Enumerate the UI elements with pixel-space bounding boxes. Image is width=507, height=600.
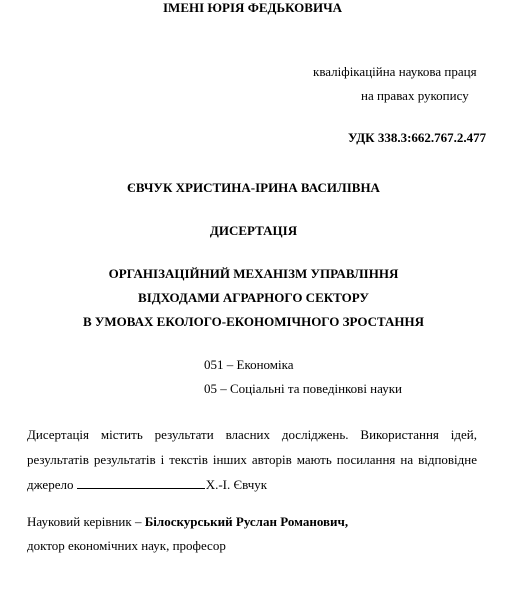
manuscript-rights: на правах рукопису <box>361 88 469 103</box>
declaration <box>27 422 477 497</box>
declaration-line-2: результатів результатів і текстів інших авторів мають посилання на відповідне <box>27 452 477 467</box>
supervisor-label: Науковий керівник – <box>27 514 145 529</box>
author-name: ЄВЧУК ХРИСТИНА-ІРИНА ВАСИЛІВНА <box>127 180 380 195</box>
declaration-line-1: Дисертація містить результати власних досліджень. Використання ідей, <box>27 427 477 442</box>
document-type: ДИСЕРТАЦІЯ <box>209 223 298 238</box>
work-type: кваліфікаційна наукова праця <box>313 64 477 79</box>
supervisor-line <box>27 514 348 530</box>
udk-code: УДК 338.3:662.767.2.477 <box>348 130 487 145</box>
supervisor-degree: доктор економічних наук, професор <box>27 538 226 553</box>
specialty: 051 – Економіка <box>204 357 294 372</box>
author-signature: Х.-І. Євчук <box>205 477 268 492</box>
title-line-3: В УМОВАХ ЕКОЛОГО-ЕКОНОМІЧНОГО ЗРОСТАННЯ <box>82 314 425 329</box>
title-line-1: ОРГАНІЗАЦІЙНИЙ МЕХАНІЗМ УПРАВЛІННЯ <box>108 266 399 281</box>
university-name: ІМЕНІ ЮРІЯ ФЕДЬКОВИЧА <box>163 0 342 15</box>
supervisor-name: Білоскурський Руслан Романович, <box>144 514 349 529</box>
knowledge-field: 05 – Соціальні та поведінкові науки <box>204 381 403 396</box>
declaration-line-3 <box>27 472 477 497</box>
title-line-2: ВІДХОДАМИ АГРАРНОГО СЕКТОРУ <box>138 290 369 305</box>
source-label: джерело <box>27 477 74 492</box>
signature-blank <box>77 475 205 489</box>
